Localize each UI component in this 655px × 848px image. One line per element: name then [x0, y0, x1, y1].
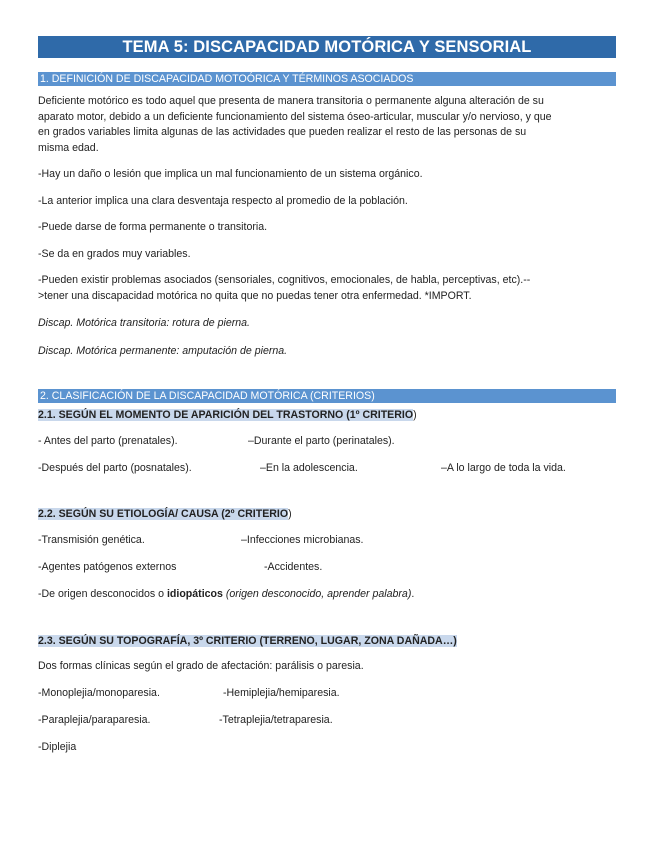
section-1-heading: 1. DEFINICIÓN DE DISCAPACIDAD MOTOÓRICA Y TÉRMINOS ASOCIADOS — [38, 72, 616, 86]
point-degrees: -Se da en grados muy variables. — [38, 247, 191, 260]
section-2-heading: 2. CLASIFICACIÓN DE LA DISCAPACIDAD MOTÓRICA (CRITERIOS) — [38, 389, 616, 403]
definition-line: aparato motor, debido a un deficiente funcionamiento del sistema óseo-articular, muscular y/o nervioso, y que — [38, 110, 552, 123]
list-item: –Durante el parto (perinatales). — [248, 435, 395, 447]
criterion-2-row — [38, 560, 616, 575]
list-item: -Transmisión genética. — [38, 534, 145, 546]
list-item: -Agentes patógenos externos — [38, 561, 177, 573]
subsection-2-2-heading: 2.2. SEGÚN SU ETIOLOGÍA/ CAUSA (2º CRITERIO) — [38, 508, 292, 520]
definition-line: en grados variables limita algunas de las actividades que pueden realizar el resto de las personas de su — [38, 126, 527, 138]
list-item: –En la adolescencia. — [260, 462, 358, 474]
point-associated-line: -Pueden existir problemas asociados (sensoriales, cognitivos, emocionales, de habla, perceptivas, etc).-- — [38, 274, 531, 286]
list-item: -Hemiplejia/hemiparesia. — [223, 686, 340, 699]
criterion-3-row — [38, 686, 616, 701]
list-item: –Infecciones microbianas. — [241, 534, 364, 546]
criterion-1-row — [38, 434, 616, 449]
point-associated — [38, 273, 616, 304]
list-item: - Antes del parto (prenatales). — [38, 435, 178, 447]
example-transitory: Discap. Motórica transitoria: rotura de pierna. — [38, 317, 250, 329]
list-item: -Después del parto (posnatales). — [38, 462, 192, 474]
definition-line: misma edad. — [38, 141, 99, 154]
definition-line: Deficiente motórico es todo aquel que presenta de manera transitoria o permanente alguna alteración de su — [38, 95, 544, 107]
topography-intro: Dos formas clínicas según el grado de afectación: parálisis o paresia. — [38, 660, 364, 672]
point-permanent: -Puede darse de forma permanente o transitoria. — [38, 221, 268, 233]
list-item: -Monoplejia/monoparesia. — [38, 686, 160, 699]
definition-paragraph — [38, 94, 616, 156]
list-item: –A lo largo de toda la vida. — [441, 462, 566, 474]
list-item: -De origen desconocidos o idiopáticos (origen desconocido, aprender palabra). — [38, 588, 415, 600]
point-damage: -Hay un daño o lesión que implica un mal funcionamiento de un sistema orgánico. — [38, 168, 423, 180]
list-item: -Paraplejia/paraparesia. — [38, 713, 151, 726]
example-permanent: Discap. Motórica permanente: amputación de pierna. — [38, 344, 288, 357]
document-title: TEMA 5: DISCAPACIDAD MOTÓRICA Y SENSORIAL — [38, 36, 616, 58]
criterion-1-row — [38, 461, 616, 476]
point-disadvantage: -La anterior implica una clara desventaja respecto al promedio de la población. — [38, 194, 408, 207]
criterion-3-row — [38, 713, 616, 728]
point-associated-line: >tener una discapacidad motórica no quita que no puedas tener otra enfermedad. *IMPORT. — [38, 289, 472, 302]
subsection-2-3-heading: 2.3. SEGÚN SU TOPOGRAFÍA, 3º CRITERIO (TERRENO, LUGAR, ZONA DAÑADA…) — [38, 635, 457, 647]
list-item: -Accidentes. — [264, 561, 323, 573]
list-item: -Tetraplejia/tetraparesia. — [219, 713, 333, 726]
criterion-3-row — [38, 740, 616, 755]
document-page — [38, 36, 616, 755]
subsection-2-1-heading: 2.1. SEGÚN EL MOMENTO DE APARICIÓN DEL TRASTORNO (1º CRITERIO) — [38, 409, 417, 421]
list-item: -Diplejia — [38, 740, 77, 753]
criterion-2-row — [38, 587, 616, 602]
criterion-2-row — [38, 533, 616, 548]
